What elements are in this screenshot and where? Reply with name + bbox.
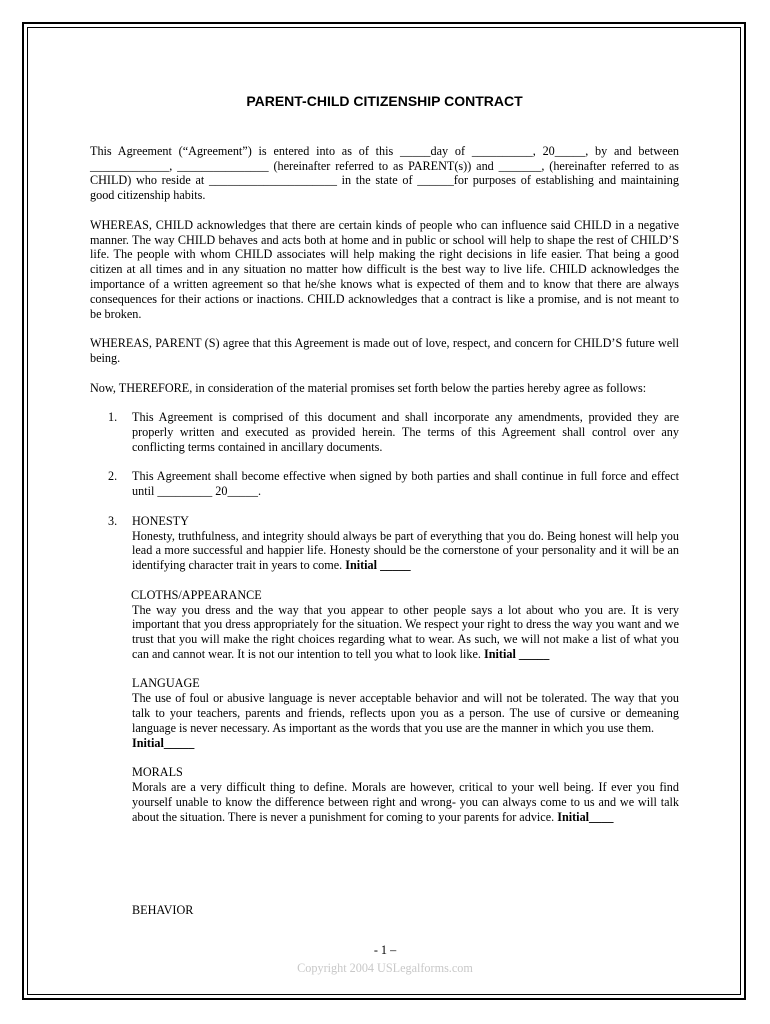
- item-text: This Agreement shall become effective when signed by both parties and shall continue in full force and effect until _________ 20_____.: [132, 469, 679, 499]
- initial-line-cloths: Initial _____: [484, 646, 550, 661]
- initial-line-language: Initial_____: [132, 735, 195, 750]
- list-item: [90, 469, 679, 499]
- section-heading-honesty: HONESTY: [132, 513, 189, 528]
- item-text: This Agreement is comprised of this document and shall incorporate any amendments, provided they are properly written and executed as provided herein. The terms of this Agreement shall control over any conflicting terms contained in ancillary documents.: [132, 410, 679, 454]
- whereas-parent-paragraph: WHEREAS, PARENT (S) agree that this Agreement is made out of love, respect, and concern for CHILD’S future well being.: [90, 336, 679, 365]
- section-language: [90, 676, 679, 750]
- document-body: [90, 94, 679, 839]
- list-item: [90, 410, 679, 454]
- section-heading-language: LANGUAGE: [132, 676, 200, 691]
- section-text-cloths: The way you dress and the way that you appear to other people says a lot about who you are. It is very important that you dress appropriately for the situation. We respect your right to dress the way you want and we trust that you will make the right choices regarding what to wear. As such, we will not make a list of what you can and cannot wear. It is not our intention to tell you what to look like.: [132, 602, 679, 661]
- terms-list: [90, 410, 679, 573]
- list-item-honesty: [90, 514, 679, 573]
- initial-line-morals: Initial____: [557, 809, 614, 824]
- intro-paragraph: This Agreement (“Agreement”) is entered into as of this _____day of __________, 20_____, by and between _____________, _______________ (hereinafter referred to as PARENT(s)) and _______, (hereinafter referred to as CHILD) who reside at _____________________ in the state of ______for purposes of establishing and maintaining good citizenship habits.: [90, 143, 679, 203]
- section-heading-morals: MORALS: [132, 765, 183, 780]
- document-title: PARENT-CHILD CITIZENSHIP CONTRACT: [246, 93, 523, 109]
- section-morals: [90, 765, 679, 824]
- whereas-child-paragraph: WHEREAS, CHILD acknowledges that there are certain kinds of people who can influence said CHILD in a negative manner. The way CHILD behaves and acts both at home and in public or school will help to shape the rest of CHILD’S life. The people with whom CHILD associates will help making the right decisions in life easier. That being a good citizen at all times and in any situation no matter how difficult is the best way to live life. CHILD acknowledges the importance of a written agreement so that he/she knows what is expected of them and to know that there are always consequences for their actions or inactions. CHILD acknowledges that a contract is like a promise, and is not meant to be broken.: [90, 217, 679, 321]
- section-text-morals: Morals are a very difficult thing to define. Morals are however, critical to your well being. If ever you find yourself unable to know the difference between right and wrong- you can always come to us and we will talk about the situation. There is never a punishment for coming to your parents for advice.: [132, 780, 679, 824]
- section-text-honesty: Honesty, truthfulness, and integrity should always be part of everything that you do. Being honest will help you lead a more successful and happier life. Honesty should be the cornerstone of your personality and it will be an identifying character trait in years to come.: [132, 528, 679, 573]
- item-number: 1.: [108, 410, 118, 425]
- section-heading-behavior: BEHAVIOR: [132, 903, 194, 917]
- section-cloths-appearance: [90, 588, 679, 662]
- page-number: - 1 –: [373, 943, 397, 957]
- copyright-notice: Copyright 2004 USLegalforms.com: [297, 961, 473, 975]
- section-text-language: The use of foul or abusive language is never acceptable behavior and will not be tolerated. The way that you talk to your teachers, parents and friends, reflects upon you as a person. The use of cursive or demeaning language is never necessary. As important as the words that you use are the manner in which you use them.: [132, 691, 679, 735]
- item-number: 2.: [108, 469, 118, 484]
- initial-line-honesty: Initial _____: [345, 558, 411, 573]
- section-heading-cloths: CLOTHS/APPEARANCE: [131, 587, 262, 602]
- item-number: 3.: [108, 513, 118, 528]
- therefore-paragraph: Now, THEREFORE, in consideration of the material promises set forth below the parties hereby agree as follows:: [90, 380, 647, 395]
